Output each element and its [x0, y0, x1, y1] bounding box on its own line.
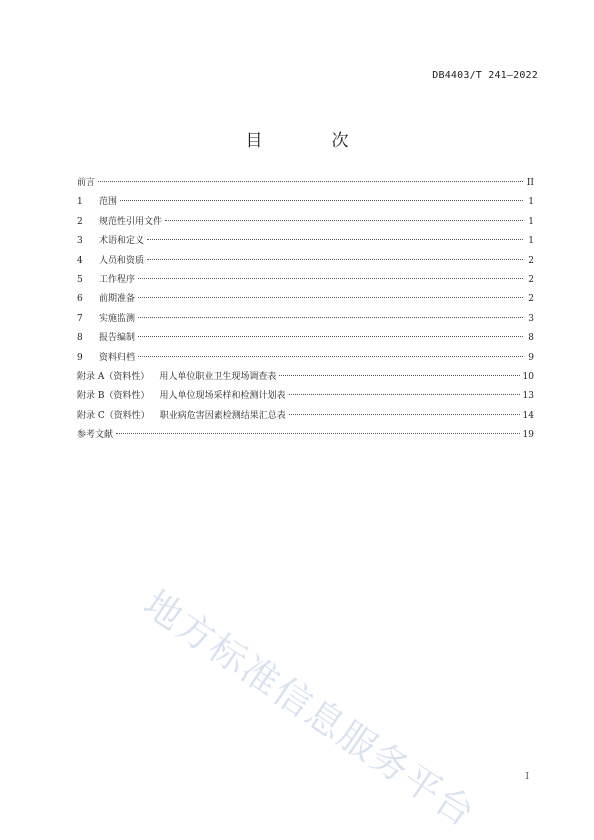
- toc-entry-page: 1: [528, 197, 534, 208]
- dot-leader: [138, 335, 523, 337]
- toc-entry-number: 4: [77, 255, 83, 266]
- dot-leader: [116, 432, 520, 434]
- toc-entry-number: 6: [77, 294, 83, 305]
- toc-entry[interactable]: [77, 426, 534, 445]
- dot-leader: [98, 180, 523, 182]
- toc-entry-label: 规范性引用文件: [99, 216, 163, 227]
- toc-entry[interactable]: [77, 387, 534, 406]
- toc-entry-page: 1: [528, 216, 534, 227]
- toc-entry-label: 参考文献: [77, 430, 114, 441]
- toc-entry-label: 术语和定义: [99, 236, 145, 247]
- toc-entry-page: 8: [528, 333, 534, 344]
- toc-entry-label: 资料归档: [99, 352, 136, 363]
- toc-entry-label: 人员和资质: [99, 255, 145, 266]
- toc-entry-number: 8: [77, 333, 83, 344]
- toc-entry-page: 9: [528, 352, 534, 363]
- toc-entry[interactable]: [77, 174, 534, 193]
- toc-entry[interactable]: [77, 252, 534, 271]
- toc-entry-page: II: [526, 178, 534, 188]
- toc-entry[interactable]: [77, 213, 534, 232]
- toc-entry-number: 1: [77, 197, 83, 208]
- toc-entry-number: 3: [77, 236, 83, 247]
- dot-leader: [165, 219, 523, 221]
- toc-entry-subtitle: 用人单位现场采样和检测计划表: [159, 391, 286, 402]
- dot-leader: [138, 296, 523, 298]
- toc-entry[interactable]: [77, 349, 534, 368]
- dot-leader: [279, 374, 519, 376]
- toc-entry-subtitle: 职业病危害因素检测结果汇总表: [159, 410, 286, 421]
- toc-entry-label: 附录 B（资料性）: [77, 391, 150, 402]
- toc-entry-label: 前言: [77, 178, 96, 188]
- toc-entry[interactable]: [77, 368, 534, 387]
- toc-entry[interactable]: [77, 407, 534, 426]
- dot-leader: [138, 277, 523, 279]
- toc-entry-number: 2: [77, 216, 83, 227]
- toc-entry[interactable]: [77, 290, 534, 309]
- toc-entry-page: 19: [522, 430, 534, 441]
- table-of-contents: [77, 174, 534, 445]
- toc-entry-label: 报告编制: [99, 333, 136, 344]
- toc-entry-page: 2: [528, 255, 534, 266]
- dot-leader: [120, 199, 523, 201]
- toc-entry[interactable]: [77, 232, 534, 251]
- toc-entry-subtitle: 用人单位职业卫生现场调查表: [159, 371, 277, 382]
- toc-entry-page: 10: [522, 371, 534, 382]
- toc-entry-number: 9: [77, 352, 83, 363]
- dot-leader: [289, 393, 520, 395]
- toc-entry-page: 2: [528, 274, 534, 285]
- toc-entry[interactable]: [77, 310, 534, 329]
- toc-entry[interactable]: [77, 329, 534, 348]
- toc-title: 目 次: [245, 131, 375, 151]
- page-number: I: [525, 772, 529, 782]
- toc-entry-page: 2: [528, 294, 534, 305]
- dot-leader: [289, 413, 520, 415]
- toc-entry-page: 3: [528, 313, 534, 324]
- watermark: 地方标准信息服务平台: [136, 582, 484, 836]
- toc-entry[interactable]: [77, 271, 534, 290]
- dot-leader: [138, 316, 523, 318]
- toc-entry-label: 前期准备: [99, 294, 136, 305]
- toc-entry-label: 工作程序: [99, 274, 136, 285]
- toc-entry-page: 1: [528, 236, 534, 247]
- document-code: DB4403/T 241—2022: [432, 70, 538, 81]
- dot-leader: [147, 258, 523, 260]
- toc-entry-page: 13: [522, 391, 534, 402]
- toc-entry-label: 附录 C（资料性）: [77, 410, 150, 421]
- dot-leader: [138, 355, 523, 357]
- dot-leader: [147, 238, 523, 240]
- toc-entry-page: 14: [522, 410, 534, 421]
- toc-entry-number: 7: [77, 313, 83, 324]
- toc-entry[interactable]: [77, 193, 534, 212]
- toc-entry-label: 附录 A（资料性）: [77, 371, 150, 382]
- toc-entry-label: 实施监测: [99, 313, 136, 324]
- toc-entry-label: 范围: [99, 197, 118, 208]
- toc-entry-number: 5: [77, 274, 83, 285]
